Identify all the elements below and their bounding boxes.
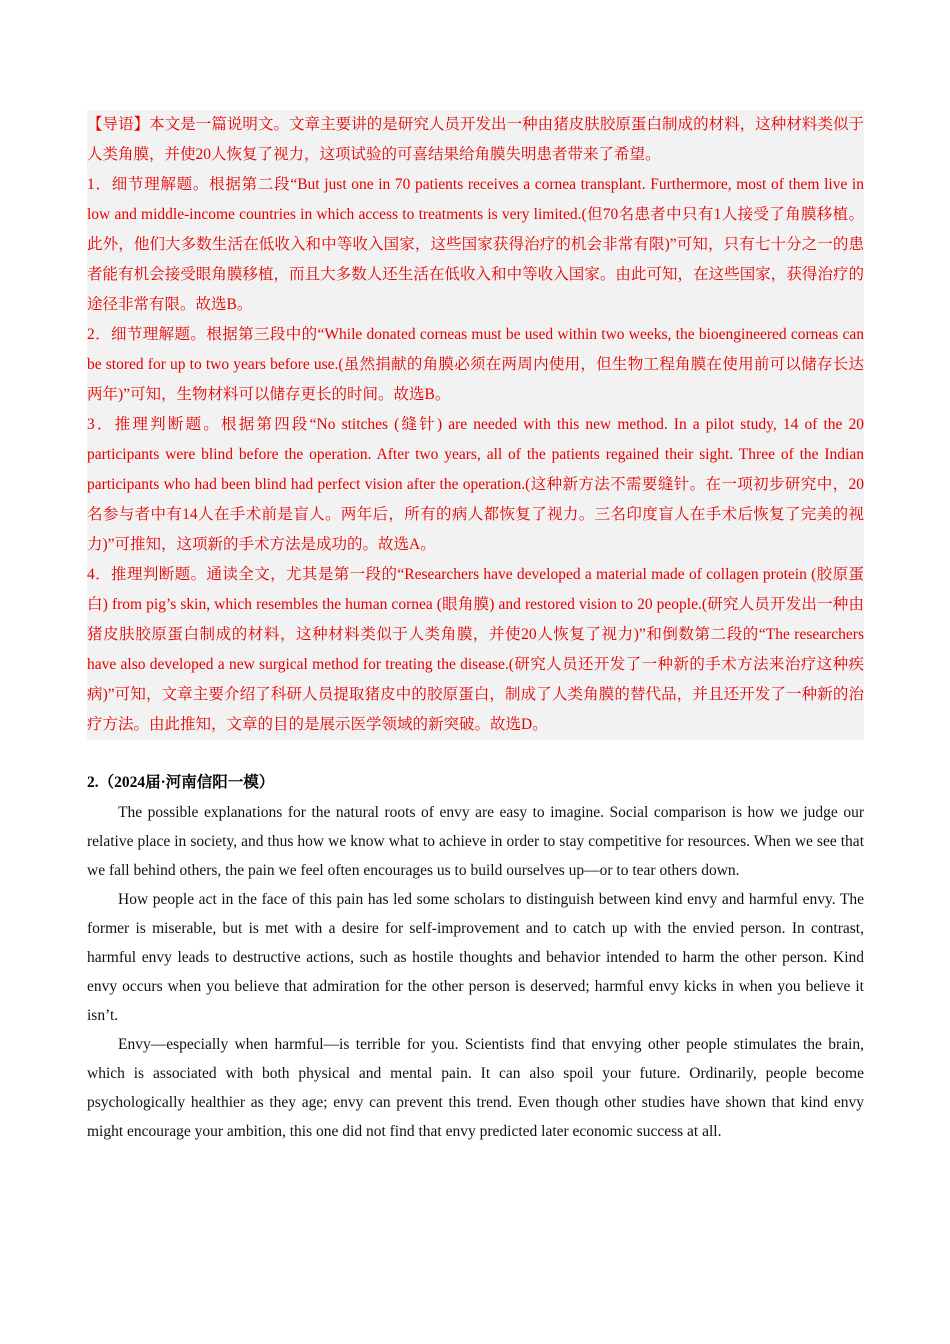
answer-item-4: 4．推理判断题。通读全文，尤其是第一段的“Researchers have developed a material made of collagen protein (胶原蛋白) from pig’s skin, which resembles the human cornea (眼角膜) and restored vision to 20 people.(研究人员开发出一种由猪皮肤胶原蛋白制成的材料，这种材料类似于人类角膜，并使20人恢复了视力)”和倒数第二段的“The researchers have also developed a new surgical method for treating the disease.(研究人员还开发了一种新的手术方法来治疗这种疾病)”可知，文章主要介绍了科研人员提取猪皮中的胶原蛋白，制成了人类角膜的替代品，并且还开发了一种新的治疗方法。由此推知，文章的目的是展示医学领域的新突破。故选D。 bbox=[87, 566, 864, 733]
reading-passage bbox=[87, 798, 864, 1146]
question-heading: 2.（2024届·河南信阳一模） bbox=[87, 774, 275, 791]
answer-explanation-box bbox=[87, 110, 864, 740]
answer-item-3: 3．推理判断题。根据第四段“No stitches (缝针) are needed with this new method. In a pilot study, 14 of the 20 participants were blind before the operation. After two years, all of the patients regained their sight. Three of the Indian participants who had been blind had perfect vision after the operation.(这种新方法不需要缝针。在一项初步研究中，20名参与者中有14人在手术前是盲人。两年后，所有的病人都恢复了视力。三名印度盲人在手术后恢复了完美的视力)”可推知，这项新的手术方法是成功的。故选A。 bbox=[87, 416, 864, 553]
document-page bbox=[87, 110, 864, 1146]
passage-paragraph-3: Envy—especially when harmful—is terrible for you. Scientists find that envying other people stimulates the brain, which is associated with both physical and mental pain. It can also spoil your future. Ordinarily, people become psychologically healthier as they age; envy can prevent this trend. Even though other studies have shown that kind envy might encourage your ambition, this one did not find that envy predicted later economic success at all. bbox=[87, 1036, 864, 1140]
passage-paragraph-2: How people act in the face of this pain has led some scholars to distinguish between kind envy and harmful envy. The former is miserable, but is met with a desire for self-improvement and to catch up with the envied person. In contrast, harmful envy leads to destructive actions, such as hostile thoughts and behavior intended to harm the other person. Kind envy occurs when you believe that admiration for the other person is deserved; harmful envy kicks in when you believe it isn’t. bbox=[87, 891, 864, 1024]
answer-item-2: 2．细节理解题。根据第三段中的“While donated corneas must be used within two weeks, the bioengineered corneas can be stored for up to two years before use.(虽然捐献的角膜必须在两周内使用，但生物工程角膜在使用前可以储存长达两年)”可知，生物材料可以储存更长的时间。故选B。 bbox=[87, 326, 864, 403]
intro-paragraph: 【导语】本文是一篇说明文。文章主要讲的是研究人员开发出一种由猪皮肤胶原蛋白制成的材料，这种材料类似于人类角膜，并使20人恢复了视力，这项试验的可喜结果给角膜失明患者带来了希望。 bbox=[87, 116, 864, 163]
passage-paragraph-1: The possible explanations for the natural roots of envy are easy to imagine. Social comparison is how we judge our relative place in society, and thus how we know what to achieve in order to stay competitive for resources. When we see that we fall behind others, the pain we feel often encourages us to build ourselves up—or to tear others down. bbox=[87, 804, 864, 879]
answer-item-1: 1．细节理解题。根据第二段“But just one in 70 patients receives a cornea transplant. Furthermore, most of them live in low and middle-income countries in which access to treatments is very limited.(但70名患者中只有1人接受了角膜移植。此外，他们大多数生活在低收入和中等收入国家，这些国家获得治疗的机会非常有限)”可知，只有七十分之一的患者能有机会接受眼角膜移植，而且大多数人还生活在低收入和中等收入国家。由此可知，在这些国家，获得治疗的途径非常有限。故选B。 bbox=[87, 176, 864, 313]
